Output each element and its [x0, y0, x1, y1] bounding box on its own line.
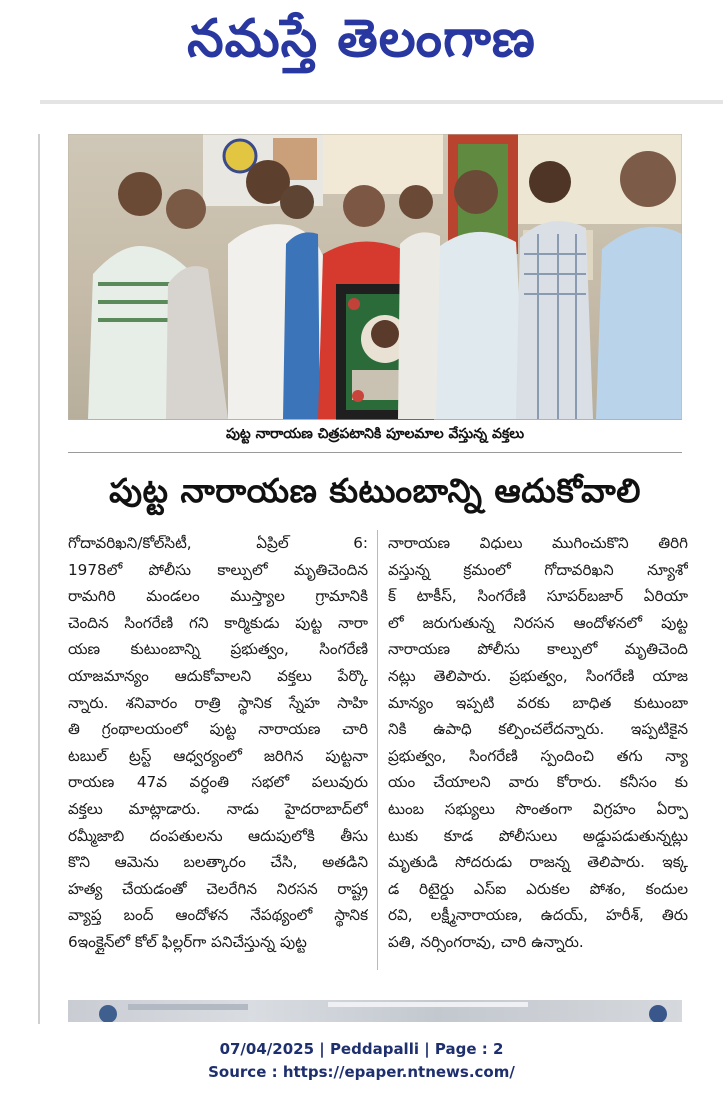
news-photo-illustration [68, 134, 682, 420]
article-line: గోదావరిఖని/కోల్‌సిటీ, ఏప్రిల్ 6: [68, 534, 368, 552]
article-line: మాన్యం ఇప్పటి వరకు బాధిత కుటుంబా [388, 693, 688, 712]
masthead [0, 0, 723, 80]
article-column-left [68, 530, 368, 956]
article-line: రామగిరి మండలం ముస్త్యాల గ్రామానికి [68, 587, 368, 606]
footer-date-edition: 07/04/2025 | Peddapalli | Page : 2 [219, 1040, 504, 1058]
article-line: న్నారు. శనివారం రాత్రి స్థానిక స్నేహ సాహి [68, 693, 368, 712]
masthead-logo: నమస్తే తెలంగాణ [187, 9, 536, 69]
article-line: హత్య చేయడంతో చెలరేగిన నిరసన రాష్ట్ర [68, 879, 368, 898]
next-article-photo-strip [68, 1000, 682, 1022]
article-line: రవి, లక్ష్మీనారాయణ, ఉదయ్, హరీశ్, తిరు [388, 906, 688, 925]
article-line: నారాయణ పోలీసు కాల్పులో మృతిచెంది [388, 640, 688, 659]
article-line: 6ఇంక్లైన్‌లో కోల్ ఫిల్లర్‌గా పనిచేస్తున్న పుట్ట [68, 932, 307, 951]
page-footer [0, 1038, 723, 1084]
article-line: టుకు కూడ పోలీసులు అడ్డుపడుతున్నట్లు [388, 826, 688, 845]
article-line: ప్రభుత్వం, సింగరేణి స్పందించి తగు న్యా [388, 746, 688, 765]
article-line: యాజమాన్యం ఆదుకోవాలని వక్తలు పేర్కొ [68, 666, 368, 685]
article-line: క్ టాకీస్, సింగరేణి సూపర్‌బజార్ ఏరియా [388, 587, 688, 606]
article-line: మృతుడి సోదరుడు రాజన్న తెలిపారు. ఇక్క [388, 853, 688, 872]
article-line: వ్యాప్త బంద్ ఆందోళన నేపథ్యంలో స్థానిక [68, 906, 368, 925]
article-line: నారాయణ విధులు ముగించుకొని తిరిగి [388, 534, 688, 552]
article-column-right [388, 530, 688, 956]
footer-source: Source : https://epaper.ntnews.com/ [208, 1063, 515, 1081]
article-line: యణ కుటుంబాన్ని ప్రభుత్వం, సింగరేణి [68, 640, 368, 659]
article-line: టబుల్ ట్రస్ట్ ఆధ్వర్యంలో జరిగిన పుట్టనా [68, 746, 368, 765]
article-line: కొని ఆమెను బలత్కారం చేసి, అతడిని [68, 853, 368, 872]
page-frame-line [38, 134, 40, 1024]
article-line: లో జరుగుతున్న నిరసన ఆందోళనలో పుట్ట [388, 613, 688, 632]
headline: పుట్ట నారాయణ కుటుంబాన్ని ఆదుకోవాలి [109, 471, 641, 510]
article-line: టుంబ సభ్యులు సొంతంగా విగ్రహం ఏర్పా [388, 799, 688, 818]
caption-divider [68, 452, 682, 453]
article-line: చెందిన సింగరేణి గని కార్మికుడు పుట్ట నారా [68, 613, 368, 632]
news-photo [68, 134, 682, 420]
article-line: రమ్మీజాబి దంపతులను ఆదుపులోకి తీసు [68, 826, 368, 845]
article-line: నికి ఉపాధి కల్పించలేదన్నారు. ఇప్పటికైన [388, 720, 688, 739]
article-line: యం చేయాలని వారు కోరారు. కనీసం కు [388, 773, 688, 792]
masthead-rule [40, 100, 723, 104]
article-line: వస్తున్న క్రమంలో గోదావరిఖని న్యూశో [388, 560, 688, 579]
photo-caption: పుట్ట నారాయణ చిత్రపటానికి పూలమాల వేస్తున్న వక్తలు [225, 426, 525, 442]
next-photo-illustration [68, 1000, 682, 1022]
article-line: 1978లో పోలీసు కాల్పులో మృతిచెందిన [68, 560, 368, 579]
article-line: నట్లు తెలిపారు. ప్రభుత్వం, సింగరేణి యాజ [388, 666, 688, 685]
article-line: పతి, నర్సింగరావు, చారి ఉన్నారు. [388, 932, 584, 951]
article-line: రాయణ 47వ వర్ధంతి సభలో పలువురు [68, 773, 368, 792]
article-line: డ రిటైర్డు ఎస్ఐ ఎరుకల పోశం, కందుల [388, 879, 688, 898]
article-line: తి గ్రంథాలయంలో పుట్ట నారాయణ చారి [68, 720, 368, 739]
column-separator [377, 530, 378, 970]
article-line: వక్తలు మాట్లాడారు. నాడు హైదరాబాద్‌లో [68, 799, 368, 818]
